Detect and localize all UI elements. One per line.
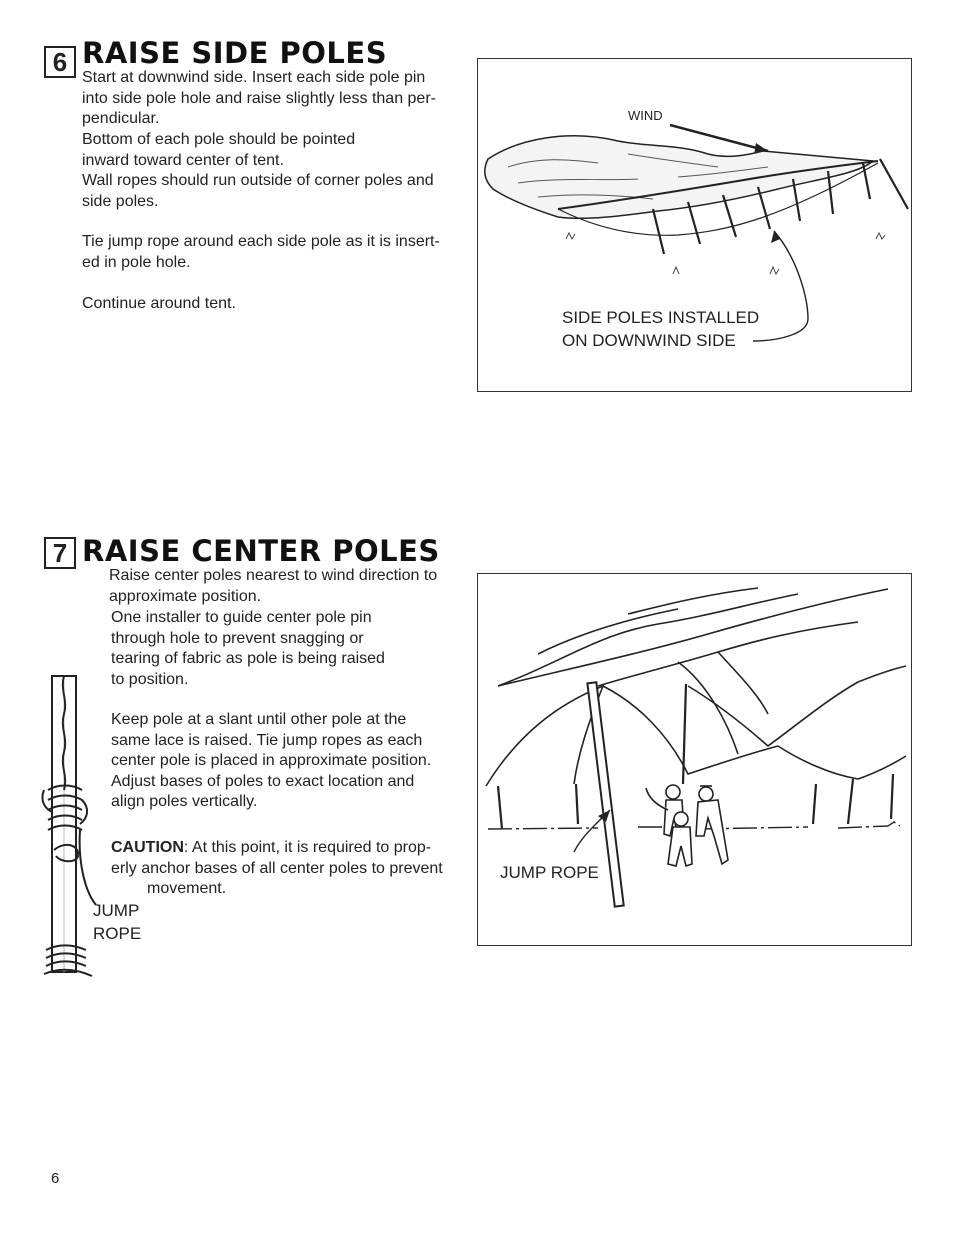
center-poles-paragraph-3: Keep pole at a slant until other pole at the same lace is raised. Tie jump ropes as each center pole is placed in approximate position. Adjust bases of poles to exact location and align poles vertically. (111, 711, 432, 810)
side-poles-paragraph-2: Bottom of each pole should be pointed inward toward center of tent. (82, 131, 356, 169)
side-poles-figure (477, 58, 912, 392)
caution-text: : At this point, it is required to prop- erly anchor bases of all center poles to prevent (111, 839, 443, 877)
step-number-6: 6 (44, 46, 76, 78)
side-poles-paragraph-3: Wall ropes should run outside of corner poles and side poles. (82, 172, 434, 210)
step-number-7: 7 (44, 537, 76, 569)
wind-label: WIND (628, 108, 663, 123)
center-pole-raising-illustration (478, 574, 911, 945)
center-poles-paragraph-2: One installer to guide center pole pin through hole to prevent snagging or tearing of fabric as pole is being raised to position. (111, 609, 385, 688)
section-title-raise-center-poles: RAISE CENTER POLES (82, 534, 440, 568)
caution-last-line: movement. (147, 880, 227, 897)
center-poles-figure (477, 573, 912, 946)
section-title-raise-side-poles: RAISE SIDE POLES (82, 36, 388, 70)
center-poles-paragraph-1: Raise center poles nearest to wind direction to approximate position. (109, 567, 438, 605)
jump-rope-label: JUMP ROPE (500, 863, 599, 882)
side-poles-figure-caption: SIDE POLES INSTALLED ON DOWNWIND SIDE (562, 308, 760, 350)
side-poles-paragraph-4: Tie jump rope around each side pole as it is insert- ed in pole hole. (82, 233, 440, 271)
left-jump-rope-label: JUMP ROPE (93, 901, 142, 943)
side-poles-paragraph-1: Start at downwind side. Insert each side pole pin into side pole hole and raise slightly less than per- pendicular. (82, 69, 436, 127)
side-poles-paragraph-5: Continue around tent. (82, 295, 236, 312)
caution-note (111, 838, 443, 879)
page-number: 6 (51, 1170, 60, 1187)
caution-label: CAUTION (111, 839, 184, 856)
